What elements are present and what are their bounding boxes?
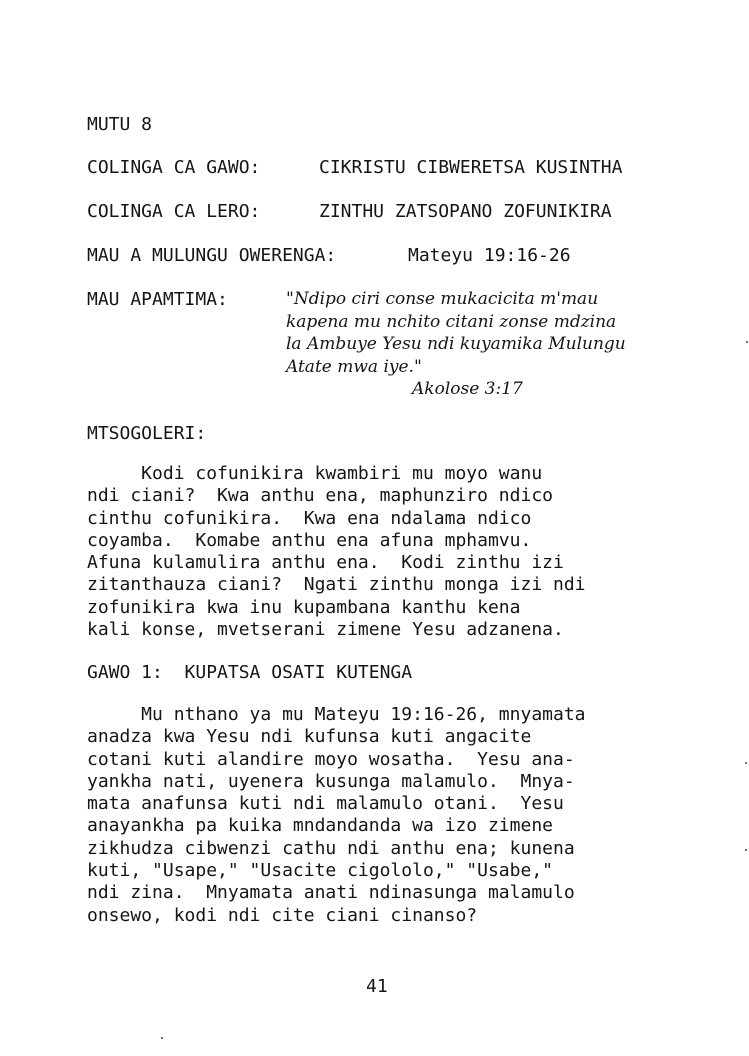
scan-speck: [745, 762, 747, 764]
paragraph-line: kuti, "Usape," "Usacite cigololo," "Usabe,": [87, 860, 553, 882]
scan-speck: [746, 341, 748, 343]
paragraph-line: yankha nati, uyenera kusunga malamulo. Mnya-: [87, 770, 575, 792]
memory-verse-reference: Akolose 3:17: [412, 379, 523, 399]
unit-goal-label: COLINGA CA GAWO:: [87, 157, 261, 178]
paragraph-line: kali konse, mvetserani zimene Yesu adzanena.: [87, 619, 564, 641]
paragraph-line: ndi ciani? Kwa anthu ena, maphunziro ndico: [87, 485, 553, 507]
memory-verse-label: MAU APAMTIMA:: [87, 289, 228, 310]
paragraph-line: anadza kwa Yesu ndi kufunsa kuti angacite: [87, 726, 532, 748]
paragraph-line: mata anafunsa kuti ndi malamulo otani. Yesu: [87, 793, 564, 815]
reading-label: MAU A MULUNGU OWERENGA:: [87, 245, 337, 266]
scan-speck: [161, 1037, 163, 1039]
paragraph-line: zofunikira kwa inu kupambana kanthu kena: [87, 596, 521, 618]
paragraph-line: anayankha pa kuika mndandanda wa izo zimene: [87, 815, 553, 837]
memory-verse-line: Atate mwa iye.": [286, 356, 422, 377]
memory-verse-line: kapena mu nchito citani zonse mdzina: [286, 311, 617, 332]
paragraph-line: zitanthauza ciani? Ngati zinthu monga izi ndi: [87, 574, 586, 596]
today-goal-value: ZINTHU ZATSOPANO ZOFUNIKIRA: [319, 201, 612, 222]
intro-paragraph: [87, 463, 687, 641]
reading-value: Mateyu 19:16-26: [408, 245, 571, 266]
intro-heading: MTSOGOLERI:: [87, 423, 207, 444]
lesson-number: MUTU 8: [87, 114, 153, 135]
part1-paragraph: [87, 704, 687, 927]
paragraph-line: coyamba. Komabe anthu ena afuna mphamvu.: [87, 529, 532, 551]
paragraph-line: onsewo, kodi ndi cite ciani cinanso?: [87, 904, 478, 926]
paragraph-line: zikhudza cibwenzi cathu ndi anthu ena; kunena: [87, 837, 575, 859]
memory-verse-line: la Ambuye Yesu ndi kuyamika Mulungu: [286, 334, 626, 354]
paragraph-line: Mu nthano ya mu Mateyu 19:16-26, mnyamata: [87, 704, 586, 725]
scan-speck: [745, 849, 747, 851]
today-goal-label: COLINGA CA LERO:: [87, 201, 261, 222]
paragraph-line: ndi zina. Mnyamata anati ndinasunga malamulo: [87, 882, 575, 904]
unit-goal-value: CIKRISTU CIBWERETSA KUSINTHA: [319, 157, 623, 178]
paragraph-line: cotani kuti alandire moyo wosatha. Yesu ana-: [87, 748, 575, 770]
page-number: 41: [366, 976, 388, 997]
part1-heading: GAWO 1: KUPATSA OSATI KUTENGA: [87, 662, 413, 683]
memory-verse-line: "Ndipo ciri conse mukacicita m'mau: [286, 289, 599, 309]
paragraph-line: Kodi cofunikira kwambiri mu moyo wanu: [87, 463, 543, 484]
paragraph-line: cinthu cofunikira. Kwa ena ndalama ndico: [87, 507, 532, 529]
paragraph-line: Afuna kulamulira anthu ena. Kodi zinthu izi: [87, 552, 564, 574]
